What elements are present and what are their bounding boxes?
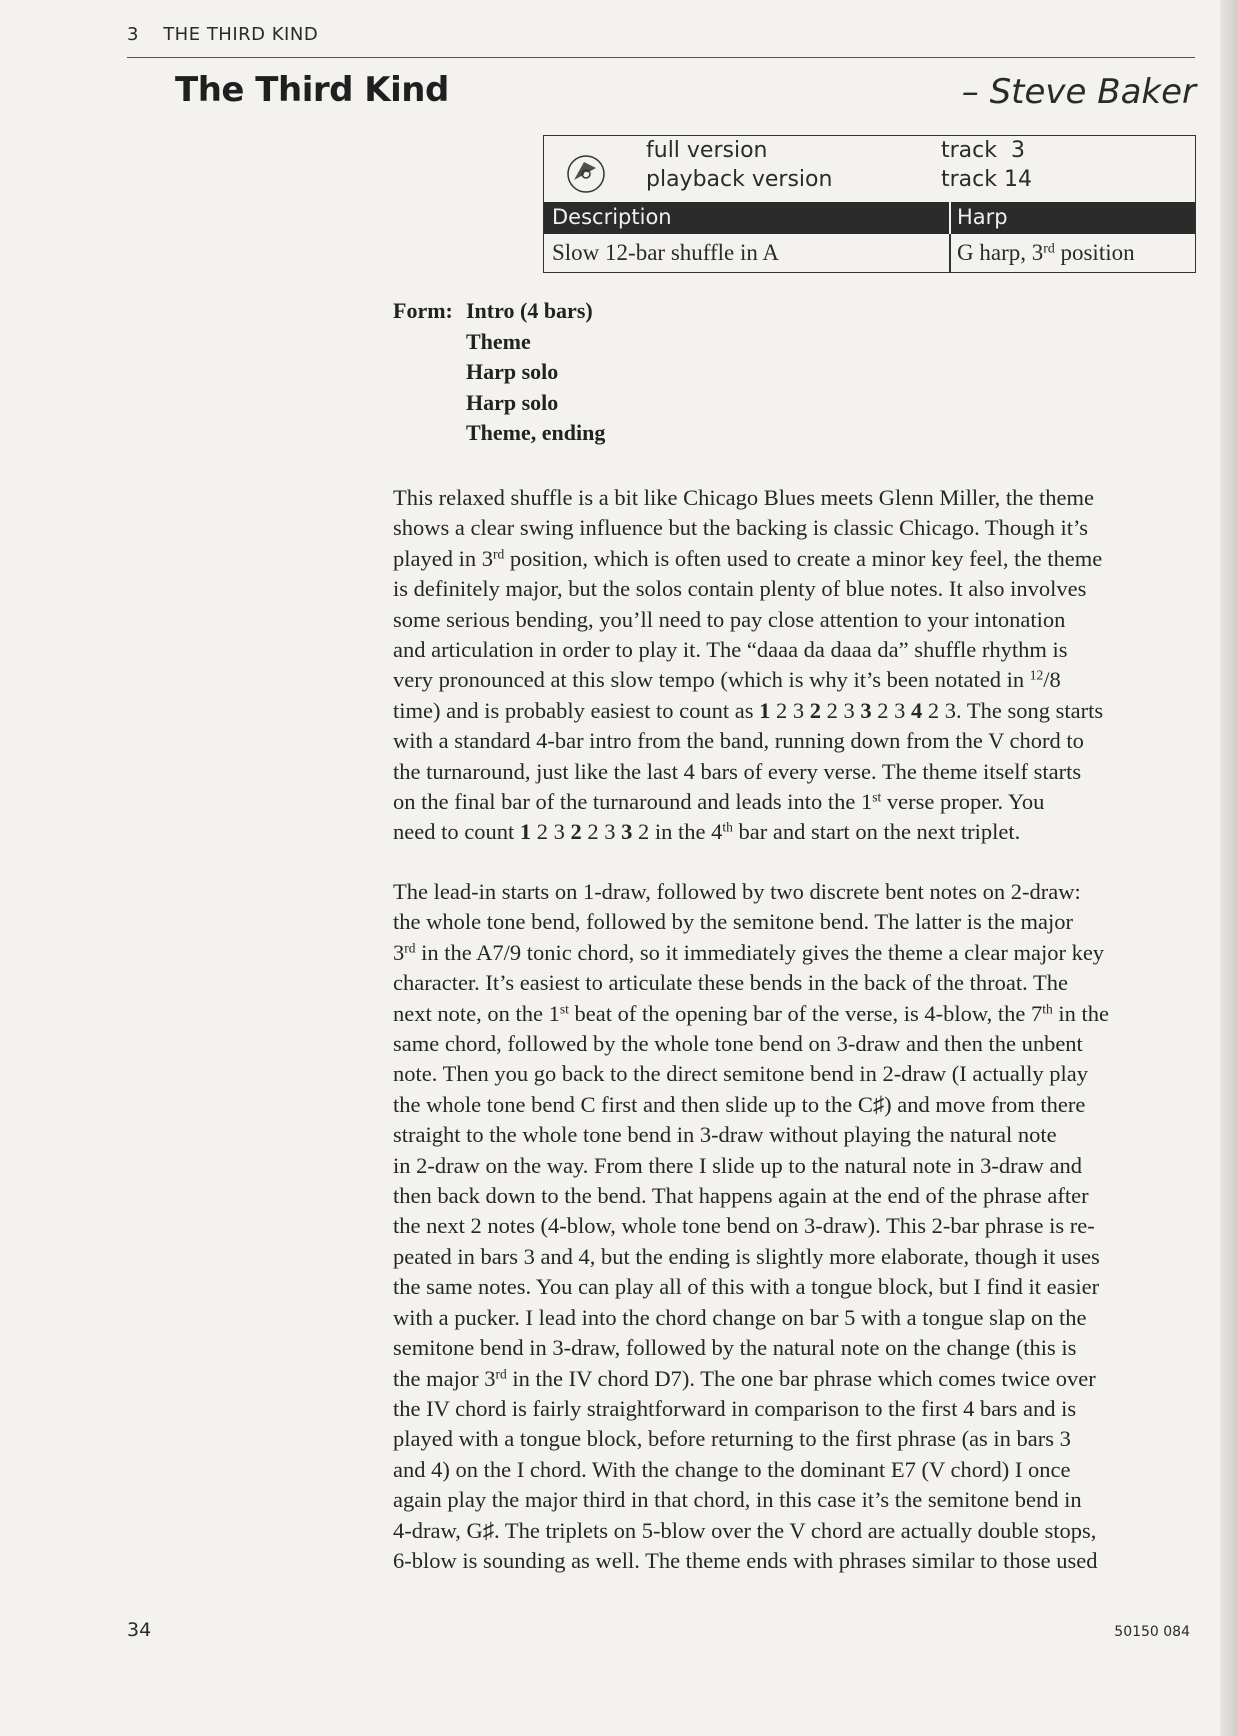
info-value-row: [544, 234, 1195, 272]
paragraph-1: [393, 483, 1183, 848]
text-line: the whole tone bend C first and then slide up to the C♯) and move from there: [393, 1091, 1086, 1117]
text-line: and articulation in order to play it. The “daaa da daaa da” shuffle rhythm is: [393, 637, 1068, 663]
text-line: and 4) on the I chord. With the change to the dominant E7 (V chord) I once: [393, 1456, 1071, 1482]
paragraph-2: [393, 877, 1183, 1576]
text-line: The lead-in starts on 1-draw, followed by two discrete bent notes on 2-draw:: [393, 879, 1081, 904]
catalog-code: 50150 084: [1114, 1624, 1190, 1640]
harp-value: G harp, 3rd position: [957, 240, 1135, 265]
form-label: Form:: [393, 298, 453, 323]
text-line: is definitely major, but the solos contain plenty of blue notes. It also involves: [393, 576, 1087, 602]
info-header-bar: [544, 202, 1195, 234]
description-header: Description: [552, 205, 672, 229]
form-item: Theme: [466, 328, 531, 354]
page-spine-shadow: [1220, 0, 1238, 1736]
text-line: then back down to the bend. That happens again at the end of the phrase after: [393, 1183, 1089, 1209]
text-line: the whole tone bend, followed by the semitone bend. The latter is the major: [393, 909, 1074, 935]
text-line: 4-draw, G♯. The triplets on 5-blow over the V chord are actually double stops,: [393, 1517, 1097, 1543]
text-line: need to count 1 2 3 2 2 3 3 2 in the 4th bar and start on the next triplet.: [393, 819, 1021, 845]
text-line: the next 2 notes (4-blow, whole tone bend on 3-draw). This 2-bar phrase is re-: [393, 1213, 1095, 1239]
form-item: Intro (4 bars): [466, 298, 593, 323]
text-line: character. It’s easiest to articulate these bends in the back of the throat. The: [393, 970, 1068, 996]
form-item: Harp solo: [466, 389, 559, 415]
author: – Steve Baker: [961, 72, 1196, 112]
form-item: Theme, ending: [466, 420, 606, 445]
text-line: in 2-draw on the way. From there I slide up to the natural note in 3-draw and: [393, 1152, 1082, 1178]
text-line: with a pucker. I lead into the chord change on bar 5 with a tongue slap on the: [393, 1304, 1087, 1330]
track-number-full: track 3: [941, 138, 1025, 163]
text-line: semitone bend in 3-draw, followed by the natural note on the change (this is: [393, 1335, 1077, 1361]
form-item: Harp solo: [466, 359, 559, 384]
text-line: some serious bending, you’ll need to pay close attention to your intonation: [393, 606, 1066, 632]
text-line: played in 3rd position, which is often used to create a minor key feel, the theme: [393, 545, 1103, 571]
text-line: shows a clear swing influence but the backing is classic Chicago. Though it’s: [393, 515, 1089, 541]
column-divider: [949, 202, 951, 234]
text-line: the IV chord is fairly straightforward in comparison to the first 4 bars and is: [393, 1395, 1077, 1421]
track-info-box: [543, 135, 1196, 273]
text-line: 3rd in the A7/9 tonic chord, so it immediately gives the theme a clear major key: [393, 939, 1105, 965]
cd-icon: [566, 154, 606, 194]
text-line: the major 3rd in the IV chord D7). The one bar phrase which comes twice over: [393, 1365, 1096, 1391]
text-line: the same notes. You can play all of this with a tongue block, but I find it easier: [393, 1274, 1100, 1300]
text-line: very pronounced at this slow tempo (which is why it’s been notated in $^{12}$/8: [393, 667, 1061, 693]
running-head-chapter: 3: [127, 24, 139, 45]
track-number-playback: track 14: [941, 167, 1032, 192]
page-number: 34: [127, 1619, 152, 1641]
running-head-title: THE THIRD KIND: [163, 24, 319, 45]
running-head: [127, 24, 318, 45]
track-label-playback: playback version: [646, 167, 833, 192]
column-divider: [949, 234, 951, 272]
form-list: [466, 296, 766, 449]
header-rule: [127, 57, 1195, 58]
page-title: The Third Kind: [175, 70, 449, 110]
harp-header: Harp: [957, 205, 1008, 229]
text-line: straight to the whole tone bend in 3-draw without playing the natural note: [393, 1122, 1057, 1148]
text-line: with a standard 4-bar intro from the band, running down from the V chord to: [393, 728, 1084, 754]
track-label-full: full version: [646, 138, 768, 163]
text-line: note. Then you go back to the direct semitone bend in 2-draw (I actually play: [393, 1061, 1088, 1087]
text-line: the turnaround, just like the last 4 bars of every verse. The theme itself starts: [393, 758, 1082, 784]
text-line: same chord, followed by the whole tone bend on 3-draw and then the unbent: [393, 1031, 1083, 1057]
text-line: next note, on the 1st beat of the opening bar of the verse, is 4-blow, the 7th in the: [393, 1000, 1110, 1026]
text-line: time) and is probably easiest to count as 1 2 3 2 2 3 3 2 3 4 2 3. The song starts: [393, 697, 1104, 723]
text-line: 6-blow is sounding as well. The theme ends with phrases similar to those used: [393, 1547, 1098, 1573]
text-line: This relaxed shuffle is a bit like Chicago Blues meets Glenn Miller, the theme: [393, 485, 1095, 510]
text-line: on the final bar of the turnaround and leads into the 1st verse proper. You: [393, 789, 1045, 815]
text-line: again play the major third in that chord, in this case it’s the semitone bend in: [393, 1487, 1082, 1513]
text-line: peated in bars 3 and 4, but the ending is slightly more elaborate, though it uses: [393, 1243, 1100, 1269]
description-value: Slow 12-bar shuffle in A: [552, 240, 780, 265]
text-line: played with a tongue block, before returning to the first phrase (as in bars 3: [393, 1426, 1071, 1452]
